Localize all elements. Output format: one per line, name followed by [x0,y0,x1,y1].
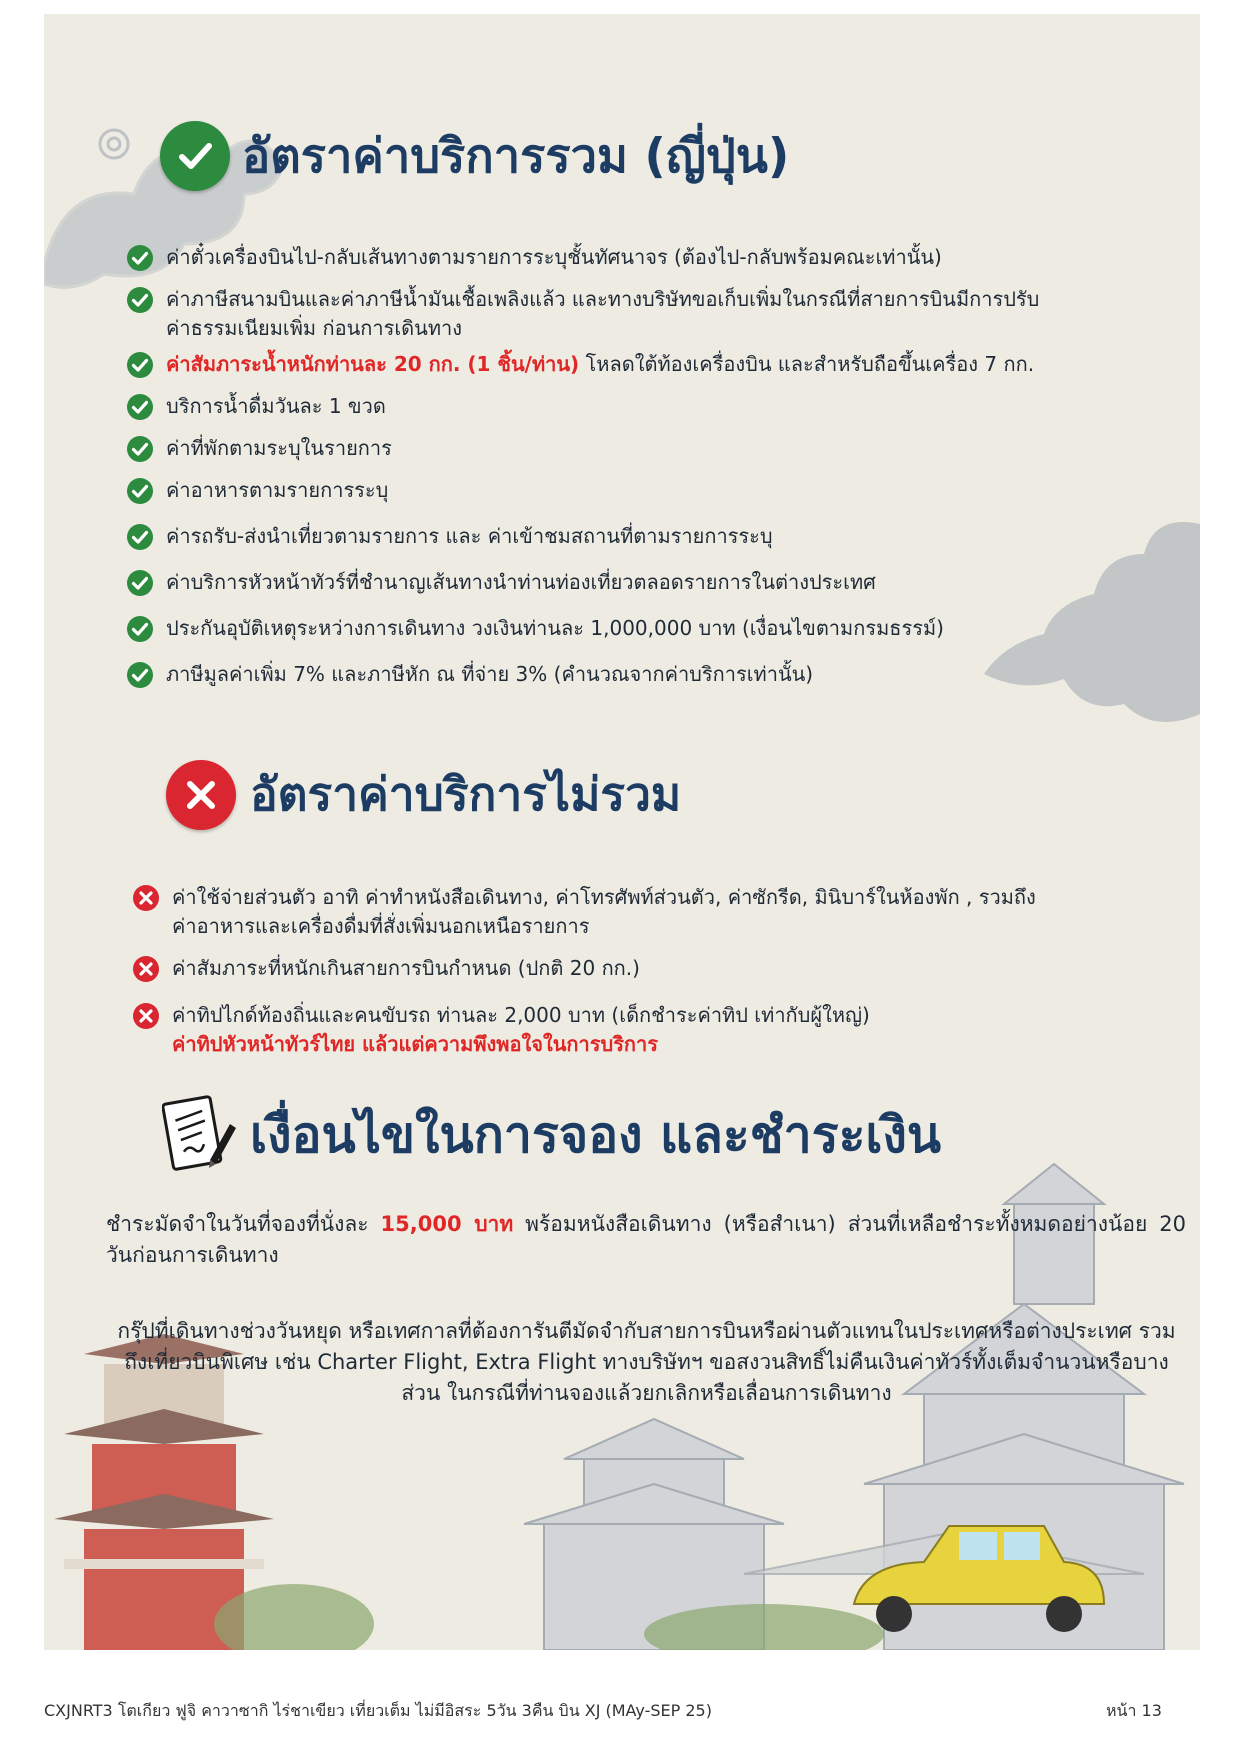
excluded-list [132,883,1172,1059]
included-item-text: ค่าตั๋วเครื่องบินไป-กลับเส้นทางตามรายการระบุชั้นทัศนาจร (ต้องไป-กลับพร้อมคณะเท่านั้น) [166,245,942,269]
included-item-text-line2: ค่าธรรมเนียมเพิ่ม ก่อนการเดินทาง [166,316,463,340]
group-booking-note: กรุ๊ปที่เดินทางช่วงวันหยุด หรือเทศกาลที่ต้องการันตีมัดจำกับสายการบินหรือผ่านตัวแทนในประเทศหรือต่างประเทศ รวมถึงเที่ยวบินพิเศษ เช่น Charter Flight, Extra Flight ทางบริษัทฯ ขอสงวนสิทธิ์ไม่คืนเงินค่าทัวร์ทั้งเต็มจำนวนหรือบางส่วน ในกรณีที่ท่านจองแล้วยกเลิกหรือเลื่อนการเดินทาง [117,1319,1176,1405]
list-item [132,883,1172,941]
page-panel [44,14,1200,1650]
footer-tour-code: CXJNRT3 โตเกียว ฟูจิ คาวาซากิ ไร่ชาเขียว เที่ยวเต็ม ไม่มีอิสระ 5วัน 3คืน บิน XJ (MAy-SEP 25) [44,1701,712,1720]
list-item [126,350,1186,379]
included-title-text: อัตราค่าบริการรวม (ญี่ปุ่น) [242,129,790,184]
list-item [132,954,1172,983]
excluded-title-text: อัตราค่าบริการไม่รวม [250,767,682,821]
list-item [132,1001,1172,1059]
included-item-text: ค่ารถรับ-ส่งนำเที่ยวตามรายการ และ ค่าเข้าชมสถานที่ตามรายการระบุ [166,524,773,548]
check-circle-icon [126,244,154,272]
check-circle-icon [126,615,154,643]
excluded-item-text-line2: ค่าอาหารและเครื่องดื่มที่สั่งเพิ่มนอกเหนือรายการ [172,914,590,938]
list-item [126,392,1186,421]
list-item [126,476,1186,505]
tip-note-red: ค่าทิปหัวหน้าทัวร์ไทย แล้วแต่ความพึงพอใจในการบริการ [172,1032,659,1056]
list-item [126,522,1186,551]
cross-circle-icon [132,884,160,912]
list-item [126,243,1186,272]
footer-page-number: หน้า 13 [1106,1701,1162,1720]
list-item [126,568,1186,597]
cross-circle-icon [132,1002,160,1030]
check-circle-icon [126,393,154,421]
list-item [126,285,1186,343]
baggage-highlight: ค่าสัมภาระน้ำหนักท่านละ 20 กก. (1 ชิ้น/ท่าน) [166,352,580,376]
included-item-text: โหลดใต้ท้องเครื่องบิน และสำหรับถือขึ้นเครื่อง 7 กก. [579,352,1035,376]
list-item [126,434,1186,463]
deposit-paragraph [106,1209,1186,1271]
included-item-text: ค่าบริการหัวหน้าทัวร์ที่ชำนาญเส้นทางนำท่านท่องเที่ยวตลอดรายการในต่างประเทศ [166,570,876,594]
check-circle-icon [126,661,154,689]
check-circle-icon [126,523,154,551]
list-item [126,660,1186,689]
deposit-amount: 15,000 บาท [380,1212,514,1236]
cross-circle-icon [166,760,236,830]
included-item-text: ค่าภาษีสนามบินและค่าภาษีน้ำมันเชื้อเพลิงแล้ว และทางบริษัทขอเก็บเพิ่มในกรณีที่สายการบินมีการปรับ [166,287,1040,311]
excluded-item-text: ค่าใช้จ่ายส่วนตัว อาทิ ค่าทำหนังสือเดินทาง, ค่าโทรศัพท์ส่วนตัว, ค่าซักรีด, มินิบาร์ในห้องพัก , รวมถึง [172,885,1036,909]
included-item-text: ค่าอาหารตามรายการระบุ [166,478,389,502]
excluded-item-text: ค่าสัมภาระที่หนักเกินสายการบินกำหนด (ปกติ 20 กก.) [172,956,640,980]
conditions-title-text: เงื่อนไขในการจอง และชำระเงิน [250,1105,942,1164]
included-item-text: ประกันอุบัติเหตุระหว่างการเดินทาง วงเงินท่านละ 1,000,000 บาท (เงื่อนไขตามกรมธรรม์) [166,616,944,640]
deposit-text: ชำระมัดจำในวันที่จองที่นั่งละ [106,1212,381,1236]
excluded-section-title [166,758,681,831]
document-pen-icon [162,1094,238,1176]
check-circle-icon [126,286,154,314]
deposit-text-rest: พร้อมหนังสือเดินทาง (หรือสำเนา) ส่วนที่เหลือชำระทั้งหมดอย่างน้อย 20 วันก่อนการเดินทาง [106,1212,1186,1267]
check-circle-icon [126,477,154,505]
included-section-title [160,118,789,193]
check-circle-icon [160,121,230,191]
cross-circle-icon [132,955,160,983]
included-item-text: ภาษีมูลค่าเพิ่ม 7% และภาษีหัก ณ ที่จ่าย 3% (คำนวณจากค่าบริการเท่านั้น) [166,662,814,686]
conditions-section-title [162,1094,941,1176]
check-circle-icon [126,569,154,597]
excluded-item-text: ค่าทิปไกด์ท้องถิ่นและคนขับรถ ท่านละ 2,000 บาท (เด็กชำระค่าทิป เท่ากับผู้ใหญ่) [172,1003,870,1027]
list-item [126,614,1186,643]
included-item-text: บริการน้ำดื่มวันละ 1 ขวด [166,394,386,418]
check-circle-icon [126,351,154,379]
check-circle-icon [126,435,154,463]
included-list [126,243,1186,689]
included-item-text: ค่าที่พักตามระบุในรายการ [166,436,392,460]
